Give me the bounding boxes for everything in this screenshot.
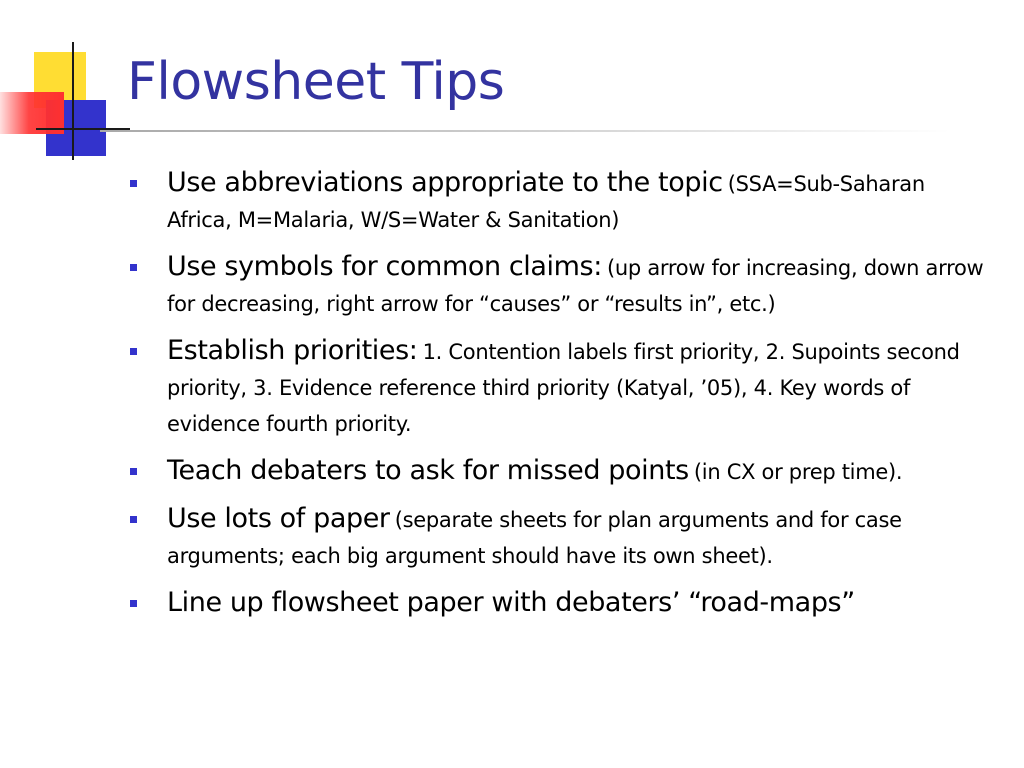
- deco-red-bar: [0, 92, 64, 134]
- square-bullet-icon: [130, 600, 137, 607]
- bullet-list: [130, 166, 992, 634]
- slide-title: Flowsheet Tips: [127, 52, 505, 112]
- square-bullet-icon: [130, 264, 137, 271]
- square-bullet-icon: [130, 516, 137, 523]
- bullet-main-text: Line up flowsheet paper with debaters’ “road-maps”: [167, 587, 855, 618]
- bullet-main-text: Use lots of paper: [167, 503, 390, 534]
- square-bullet-icon: [130, 348, 137, 355]
- bullet-sub-text: (SSA=Sub-Saharan Africa, M=Malaria, W/S=Water & Sanitation): [167, 172, 925, 232]
- bullet-sub-text: (in CX or prep time).: [693, 460, 903, 484]
- bullet-sub-text: (up arrow for increasing, down arrow for decreasing, right arrow for “causes” or “results in”, etc.): [167, 256, 984, 316]
- bullet-item: [130, 250, 992, 323]
- bullet-main-text: Teach debaters to ask for missed points: [167, 455, 689, 486]
- bullet-item: [130, 166, 992, 239]
- bullet-item: [130, 586, 992, 623]
- bullet-sub-text: 1. Contention labels first priority, 2. Supoints second priority, 3. Evidence reference third priority (Katyal, ’05), 4. Key words of evidence fourth priority.: [167, 340, 960, 436]
- bullet-item: [130, 334, 992, 443]
- deco-vertical-line: [72, 42, 74, 160]
- square-bullet-icon: [130, 468, 137, 475]
- square-bullet-icon: [130, 180, 137, 187]
- bullet-sub-text: (separate sheets for plan arguments and for case arguments; each big argument should have its own sheet).: [167, 508, 902, 568]
- bullet-main-text: Establish priorities:: [167, 335, 418, 366]
- bullet-item: [130, 454, 992, 491]
- decorative-corner-graphic: [0, 0, 130, 170]
- bullet-item: [130, 502, 992, 575]
- bullet-main-text: Use abbreviations appropriate to the topic: [167, 167, 723, 198]
- title-underline-rule: [100, 130, 950, 132]
- bullet-main-text: Use symbols for common claims:: [167, 251, 602, 282]
